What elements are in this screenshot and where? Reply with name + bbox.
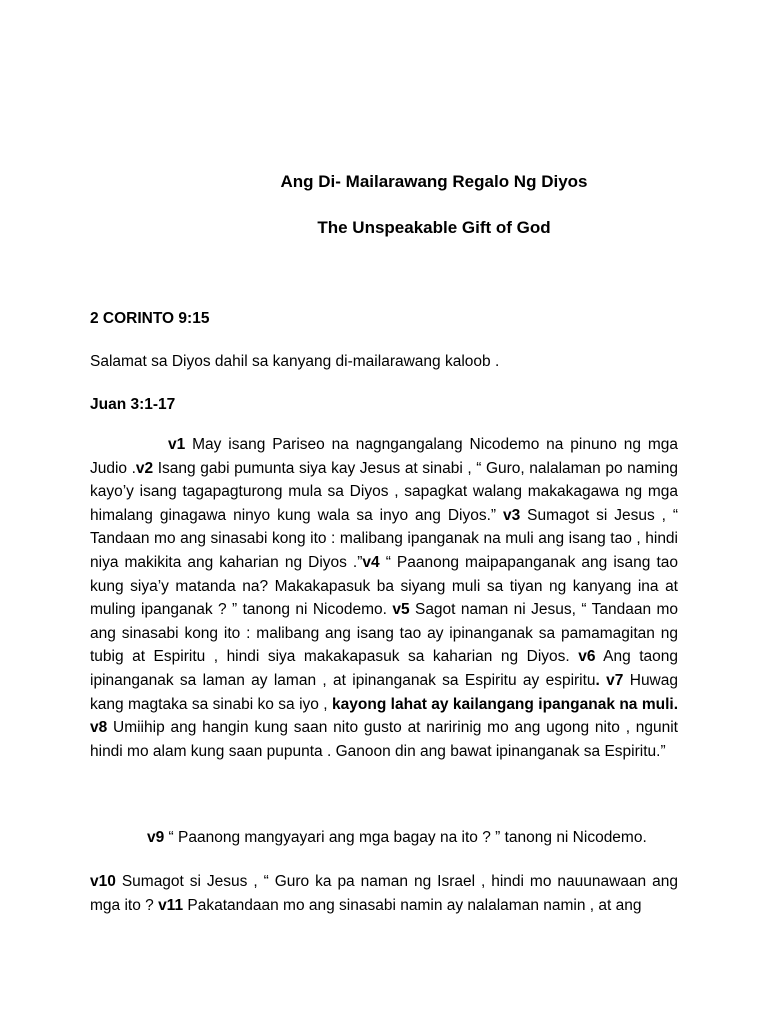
verse-number: v9	[147, 829, 165, 846]
verse-number: v6	[578, 648, 596, 666]
verse-text: Sumagot si Jesus , “ Tandaan mo ang sinasabi kong ito : malibang ipanganak na muli ang isang tao , hindi niya makikita ang kaharian ng Diyos .”	[90, 506, 678, 571]
document-subtitle: The Unspeakable Gift of God	[317, 218, 551, 237]
verse-text: Isang gabi pumunta siya kay Jesus at sinabi , “ Guro, nalalaman po naming kayo’y isang tagapagturong mula sa Diyos , sapagkat walang makakagawa ng mga himalang ginagawa ninyo kung wala sa inyo ang Diyos.”	[90, 459, 678, 524]
section-reference: Juan 3:1-17	[90, 396, 176, 413]
verse-text: Sagot naman ni Jesus, “ Tandaan mo ang sinasabi kong ito : malibang ang isang tao ay ipinanganak sa pamamagitan ng tubig at Espiritu , hindi siya makakapasuk sa kaharian ng Diyos.	[90, 601, 679, 666]
verse-text: “ Paanong mangyayari ang mga bagay na ito ? ” tanong ni Nicodemo.	[164, 829, 647, 846]
verse-number: v4	[362, 553, 380, 571]
verse-number: v8	[90, 719, 108, 737]
verse-text: Salamat sa Diyos dahil sa kanyang di-mailarawang kaloob .	[90, 353, 500, 370]
verse-text: Pakatandaan mo ang sinasabi namin ay nalalaman namin , at ang	[183, 896, 642, 914]
section-reference: 2 CORINTO 9:15	[90, 310, 210, 327]
verse-number: v1	[168, 436, 186, 453]
scripture-paragraph	[90, 433, 678, 763]
document-title: Ang Di- Mailarawang Regalo Ng Diyos	[280, 172, 588, 191]
verse-number: v2	[135, 459, 154, 477]
verse-number: v5	[392, 601, 410, 619]
verse-text: Sumagot si Jesus , “ Guro ka pa naman ng Israel , hindi mo nauunawaan ang mga ito ?	[90, 873, 678, 914]
verse-number: . v7	[595, 671, 624, 689]
verse-text: May isang Pariseo na nagngangalang Nicodemo na pinuno ng mga Judio .	[90, 436, 678, 477]
verse-number: v10	[90, 873, 116, 890]
verse-text: Ang taong ipinanganak sa laman ay laman , at ipinanganak sa Espiritu ay espiritu	[90, 648, 678, 689]
verse-text: Huwag kang magtaka sa sinabi ko sa iyo ,	[90, 671, 678, 713]
verse-text: Umiihip ang hangin kung saan nito gusto at naririnig mo ang ugong nito , ngunit hindi mo alam kung saan pupunta . Ganoon din ang bawat ipinanganak sa Espiritu.”	[90, 719, 678, 760]
scripture-paragraph	[90, 870, 678, 917]
verse-text: “ Paanong maipapanganak ang isang tao kung siya’y matanda na? Makakapasuk ba siyang muli sa tiyan ng kanyang ina at muling ipanganak ? ” tanong ni Nicodemo.	[90, 553, 678, 619]
scripture-paragraph	[90, 826, 678, 850]
verse-number: v11	[158, 896, 184, 914]
emphasized-text: kayong lahat ay kailangang ipanganak na muli.	[332, 695, 678, 713]
verse-number: v3	[502, 506, 521, 524]
